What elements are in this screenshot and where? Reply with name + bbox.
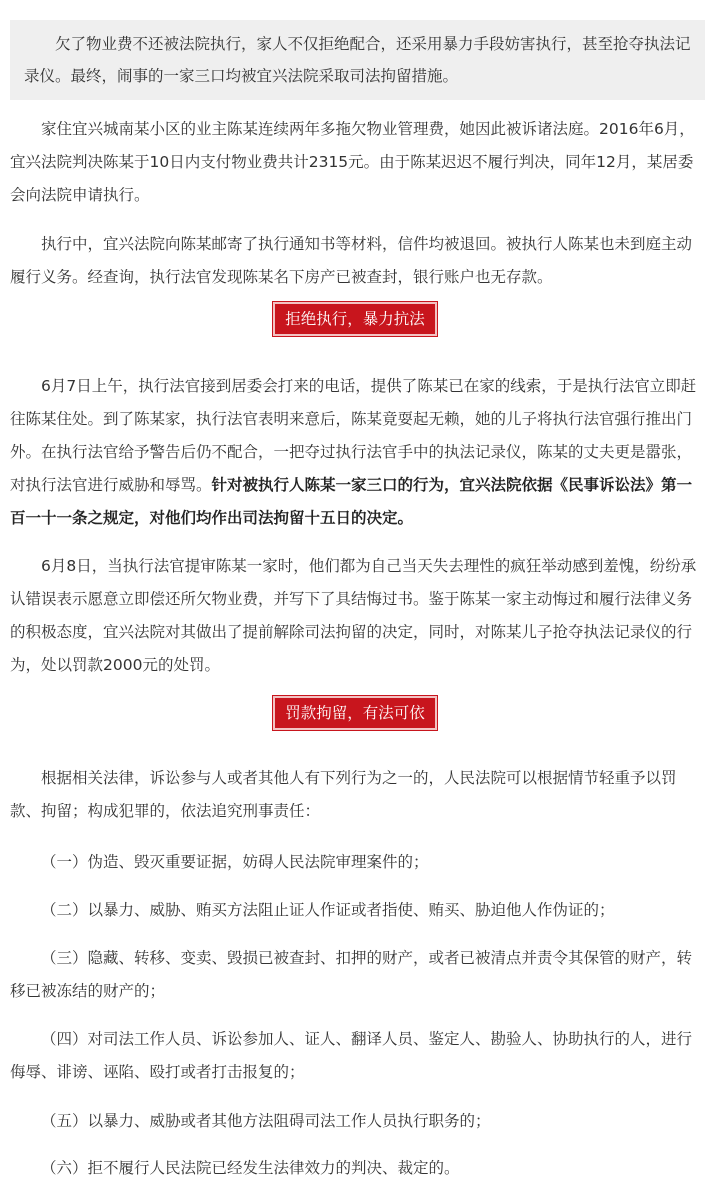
list-item-6: （六）拒不履行人民法院已经发生法律效力的判决、裁定的。 [41,1159,460,1177]
list-item-2: （二）以暴力、威胁、贿买方法阻止证人作证或者指使、贿买、胁迫他人作伪证的； [41,901,615,919]
paragraph-case-background: 家住宜兴城南某小区的业主陈某连续两年多拖欠物业管理费，她因此被诉诸法庭。2016年6月，宜兴法院判决陈某于10日内支付物业费共计2315元。由于陈某迟迟不履行判决，同年12月，某居委会向法院申请执行。 [10,120,695,204]
paragraph-violent-resistance [10,370,698,535]
paragraph-repentance: 6月8日，当执行法官提审陈某一家时，他们都为自己当天失去理性的疯狂举动感到羞愧，纷纷承认错误表示愿意立即偿还所欠物业费，并写下了具结悔过书。鉴于陈某一家主动悔过和履行法律义务的积极态度，宜兴法院对其做出了提前解除司法拘留的决定，同时，对陈某儿子抢夺执法记录仪的行为，处以罚款2000元的处罚。 [10,557,697,674]
section-heading-refuse-execution: 拒绝执行，暴力抗法 [273,302,437,336]
paragraph-legal-basis: 根据相关法律，诉讼参与人或者其他人有下列行为之一的，人民法院可以根据情节轻重予以罚款、拘留；构成犯罪的，依法追究刑事责任： [10,769,677,820]
paragraph-detention-decision-bold: 针对被执行人陈某一家三口的行为，宜兴法院依据《民事诉讼法》第一百一十一条之规定，对他们均作出司法拘留十五日的决定。 [10,476,693,527]
list-item-1: （一）伪造、毁灭重要证据，妨碍人民法院审理案件的； [41,853,429,871]
paragraph-execution-inquiry: 执行中，宜兴法院向陈某邮寄了执行通知书等材料，信件均被退回。被执行人陈某也未到庭主动履行义务。经查询，执行法官发现陈某名下房产已被查封，银行账户也无存款。 [10,235,693,286]
paragraph-violent-resistance-text: 6月7日上午，执行法官接到居委会打来的电话，提供了陈某已在家的线索，于是执行法官立即赶往陈某住处。到了陈某家，执行法官表明来意后，陈某竟耍起无赖，她的儿子将执行法官强行推出门外。在执行法官给予警告后仍不配合，一把夺过执行法官手中的执法记录仪，陈某的丈夫更是嚣张，对执行法官进行威胁和辱骂。 [10,377,697,494]
section-heading-wrap-1 [0,302,710,336]
list-item-3: （三）隐藏、转移、变卖、毁损已被查封、扣押的财产，或者已被清点并责令其保管的财产，转移已被冻结的财产的； [10,949,693,1000]
section-heading-wrap-2 [0,696,710,730]
list-item-5: （五）以暴力、威胁或者其他方法阻碍司法工作人员执行职务的； [41,1112,491,1130]
section-heading-fine-detention: 罚款拘留，有法可依 [273,696,437,730]
lead-summary-box: 欠了物业费不还被法院执行，家人不仅拒绝配合，还采用暴力手段妨害执行，甚至抢夺执法记录仪。最终，闹事的一家三口均被宜兴法院采取司法拘留措施。 [10,20,705,100]
list-item-4: （四）对司法工作人员、诉讼参加人、证人、翻译人员、鉴定人、勘验人、协助执行的人，进行侮辱、诽谤、诬陷、殴打或者打击报复的； [10,1030,693,1081]
